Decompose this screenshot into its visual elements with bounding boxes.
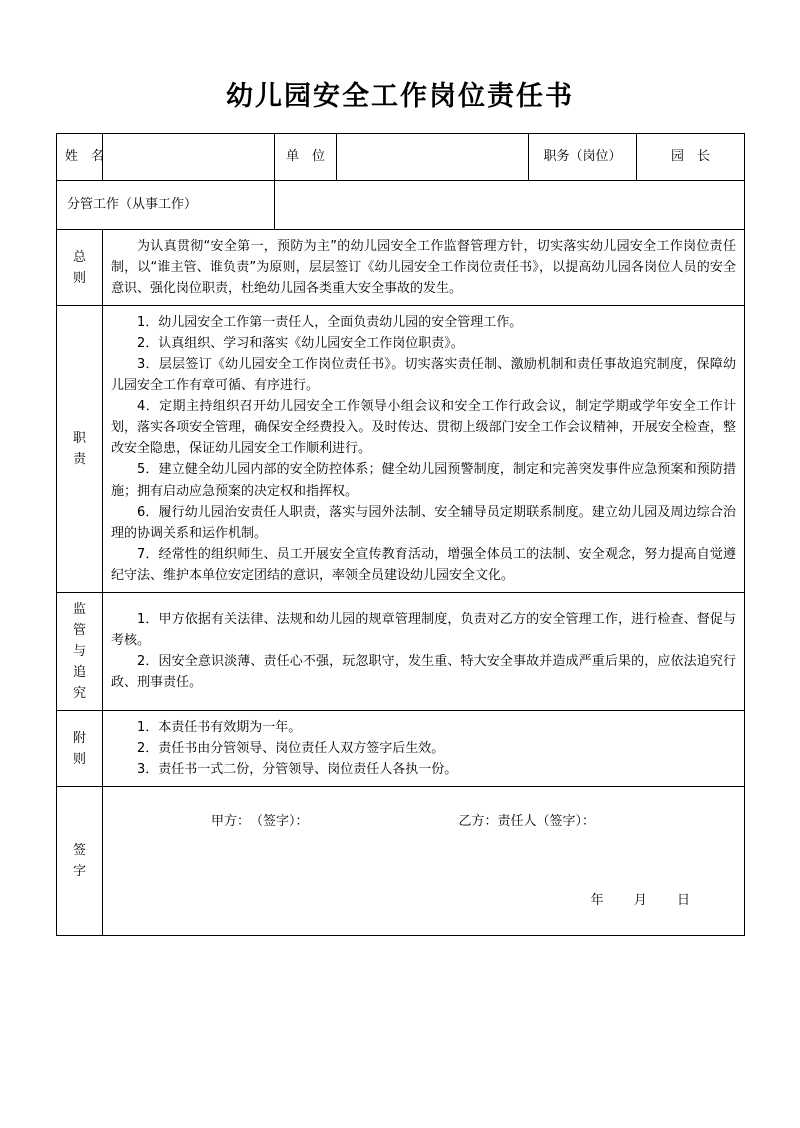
assigned-work-label: 分管工作（从事工作） [57,181,275,230]
page-title: 幼儿园安全工作岗位责任书 [226,81,574,112]
table-row-supervision [57,592,745,710]
section-label-duties: 职 责 [57,306,103,593]
post-value[interactable]: 园 长 [637,134,745,181]
table-row-identity [57,134,745,181]
responsibility-form-table [56,133,745,936]
post-label: 职务（岗位） [529,134,637,181]
section-label-supervision: 监 管 与 追 究 [57,592,103,710]
table-row-supplementary [57,710,745,786]
section-label-signature: 签 字 [57,787,103,936]
section-label-general: 总 则 [57,230,103,306]
name-value[interactable] [103,134,275,181]
signature-area [103,787,745,936]
unit-value[interactable] [337,134,529,181]
section-body-duties: 1．幼儿园安全工作第一责任人，全面负责幼儿园的安全管理工作。 2．认真组织、学习和落实《幼儿园安全工作岗位职责》。 3．层层签订《幼儿园安全工作岗位责任书》。切实落实责任制、激励机制和责任事故追究制度，保障幼儿园安全工作有章可循、有序进行。 4．定期主持组织召开幼儿园安全工作领导小组会议和安全工作行政会议，制定学期或学年安全工作计划，落实各项安全管理，确保安全经费投入。及时传达、贯彻上级部门安全工作会议精神，开展安全检查，整改安全隐患，保证幼儿园安全工作顺利进行。 5．建立健全幼儿园内部的安全防控体系；健全幼儿园预警制度，制定和完善突发事件应急预案和预防措施；拥有启动应急预案的决定权和指挥权。 6．履行幼儿园治安责任人职责，落实与园外法制、安全辅导员定期联系制度。建立幼儿园及周边综合治理的协调关系和运作机制。 7．经常性的组织师生、员工开展安全宣传教育活动，增强全体员工的法制、安全观念，努力提高自觉遵纪守法、维护本单位安定团结的意识，率领全员建设幼儿园安全文化。 [103,306,745,593]
unit-label: 单 位 [275,134,337,181]
section-body-general: 为认真贯彻“安全第一，预防为主”的幼儿园安全工作监督管理方针，切实落实幼儿园安全工作岗位责任制，以“谁主管、谁负责”为原则，层层签订《幼儿园安全工作岗位责任书》，以提高幼儿园各岗位人员的安全意识、强化岗位职责，杜绝幼儿园各类重大安全事故的发生。 [103,230,745,306]
table-row-signature [57,787,745,936]
table-row-general-principles [57,230,745,306]
assigned-work-value[interactable] [275,181,745,230]
name-label: 姓 名 [57,134,103,181]
date-month-label: 月 [633,893,647,909]
section-body-supervision: 1．甲方依据有关法律、法规和幼儿园的规章管理制度，负责对乙方的安全管理工作，进行检查、督促与考核。 2．因安全意识淡薄、责任心不强，玩忽职守，发生重、特大安全事故并造成严重后果的，应依法追究行政、刑事责任。 [103,592,745,710]
date-day-label: 日 [676,893,690,909]
table-row-duties [57,306,745,593]
party-b-signature-field[interactable]: 乙方：责任人（签字）： [458,814,596,830]
section-body-supplementary: 1．本责任书有效期为一年。 2．责任书由分管领导、岗位责任人双方签字后生效。 3．责任书一式二份，分管领导、岗位责任人各执一份。 [103,710,745,786]
date-year-label: 年 [590,893,604,909]
section-label-supplementary: 附 则 [57,710,103,786]
party-a-signature-field[interactable]: 甲方： （签字）： [211,814,309,830]
table-row-assigned-work [57,181,745,230]
signature-date-line[interactable] [111,890,736,911]
signature-parties-row [111,811,736,832]
